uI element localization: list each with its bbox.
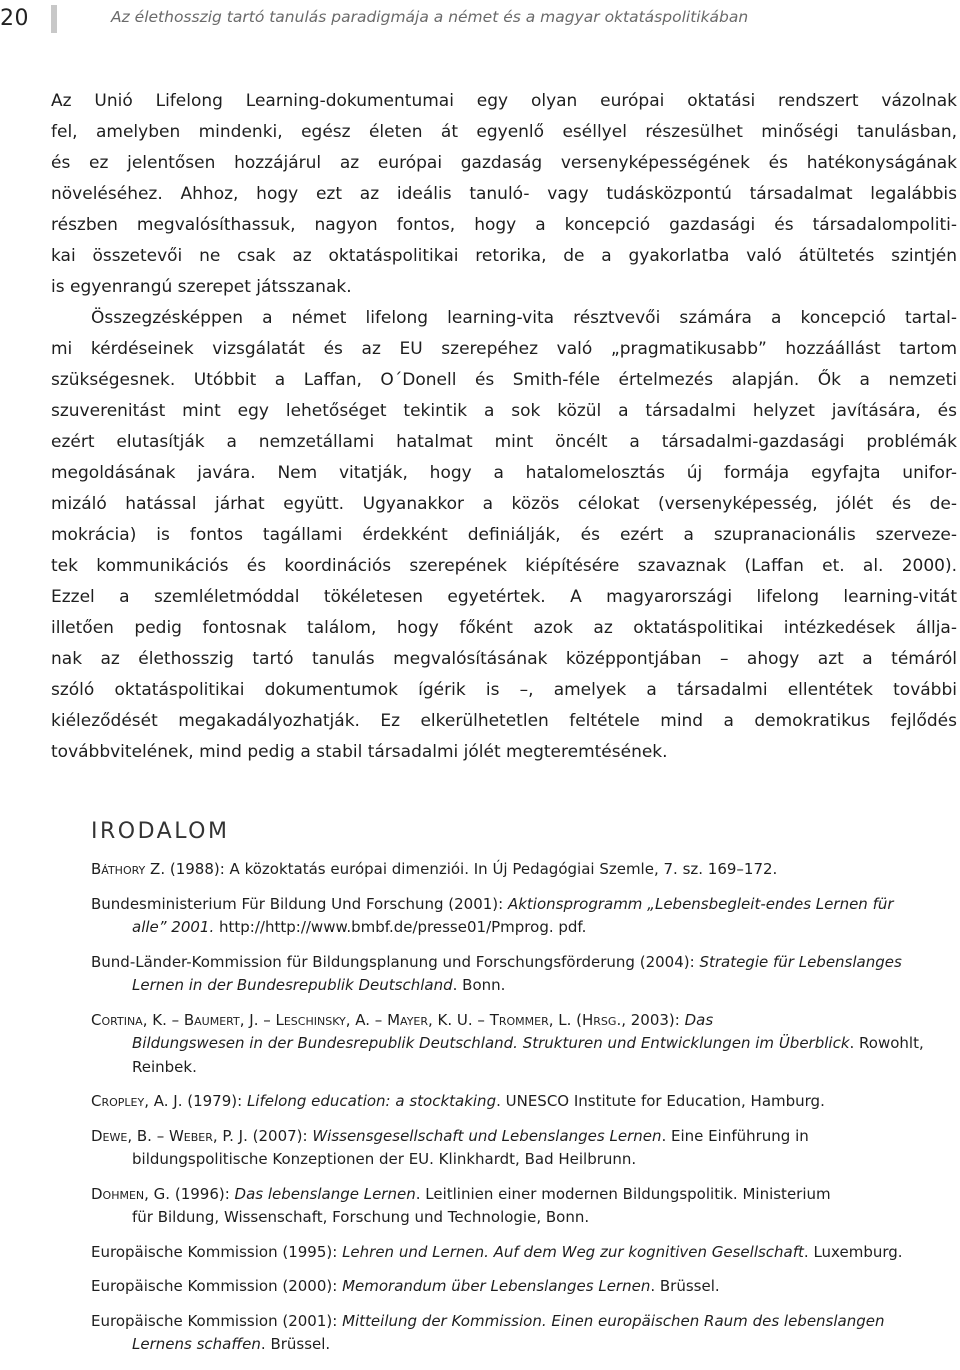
ref-author: Cortina, K. – Baumert, J. – Leschinsky, A. – Mayer, K. U. – Trommer, L. (Hrsg., 2003): bbox=[91, 1010, 685, 1029]
reference-item: Dewe, B. – Weber, P. J. (2007): Wissensgesellschaft und Lebenslanges Lernen. Eine Einführung in bildungspolitische Konzeptionen der EU. Klinkhardt, Bad Heilbrunn. bbox=[91, 1126, 809, 1168]
ref-author: Dewe, B. – Weber, P. J. bbox=[91, 1126, 248, 1145]
body-line: szükségesnek. Utóbbit a Laffan, O´Donell és Smith-féle értelmezés alapján. Ők a nemzeti bbox=[51, 370, 957, 390]
body-line: szóló oktatáspolitikai dokumentumok ígérik is –, amelyek a társadalmi ellentétek további bbox=[51, 680, 957, 700]
body-line: növeléséhez. Ahhoz, hogy ezt az ideális tanuló- vagy tudásközpontú társadalmat legalábbis bbox=[51, 184, 957, 204]
reference-item: Europäische Kommission (2000): Memorandum über Lebenslanges Lernen. Brüssel. bbox=[91, 1277, 720, 1295]
body-line: mi kérdéseinek vizsgálatát és az EU szerepéhez való „pragmatikusabb” hozzáállást tartom bbox=[51, 339, 957, 359]
body-line: és ez jelentősen hozzájárul az európai gazdaság versenyképességének és hatékonyságának bbox=[51, 153, 957, 173]
running-title: Az élethosszig tartó tanulás paradigmája a német és a magyar oktatáspolitikában bbox=[111, 8, 749, 26]
ref-author: Báthory bbox=[91, 860, 146, 878]
body-line: fel, amelyben mindenki, egész életen át egyenlő eséllyel részesülhet minőségi tanulásban, bbox=[51, 122, 957, 142]
reference-item: Cropley, A. J. (1979): Lifelong education: a stocktaking. UNESCO Institute for Education, Hamburg. bbox=[91, 1092, 825, 1110]
references-heading: IRODALOM bbox=[91, 819, 230, 844]
body-text bbox=[51, 86, 957, 768]
body-line: Összegzésképpen a német lifelong learning-vita résztvevői számára a koncepció tartal- bbox=[91, 308, 957, 328]
body-line: tek kommunikációs és koordinációs szerepének kiépítésére szavaznak (Laffan et. al. 2000). bbox=[51, 556, 957, 576]
reference-item: Bundesministerium Für Bildung Und Forschung (2001): Aktionsprogramm „Lebensbegleit-endes Lernen für alle” 2001. http://http://www.bmbf.de/presse01/Pmprog. pdf. bbox=[91, 894, 894, 936]
body-line: továbbvitelének, mind pedig a stabil társadalmi jólét megteremtésének. bbox=[51, 742, 668, 762]
body-line: ezért elutasítják a nemzetállami hatalmat mint öncélt a társadalmi-gazdasági problémák bbox=[51, 432, 957, 452]
reference-item: Báthory Z. (1988): A közoktatás európai dimenziói. In Új Pedagógiai Szemle, 7. sz. 169–172. bbox=[91, 860, 778, 878]
reference-item: Dohmen, G. (1996): Das lebenslange Lernen. Leitlinien einer modernen Bildungspolitik. Ministerium für Bildung, Wissenschaft, Forschung und Technologie, Bonn. bbox=[91, 1184, 831, 1226]
ref-author: Cropley, A. J. bbox=[91, 1092, 183, 1110]
body-line: részben megvalósíthassuk, nagyon fontos, hogy a koncepció gazdasági és társadalompoliti- bbox=[51, 215, 957, 235]
body-line: Ezzel a szemléletmóddal tökéletesen egyetértek. A magyarországi lifelong learning-vitát bbox=[51, 587, 957, 607]
references-list bbox=[91, 858, 957, 1368]
page-number: 20 bbox=[0, 6, 29, 31]
body-line: megoldásának javára. Nem vitatják, hogy a hatalomelosztás új formája egyfajta unifor- bbox=[51, 463, 957, 483]
reference-item: Europäische Kommission (2001): Mitteilung der Kommission. Einen europäischen Raum des lebenslangen Lernens schaffen. Brüssel. bbox=[91, 1311, 885, 1353]
reference-item: Bund-Länder-Kommission für Bildungsplanung und Forschungsförderung (2004): Strategie für Lebenslanges Lernen in der Bundesrepublik Deutschland. Bonn. bbox=[91, 952, 902, 994]
ref-url: http://http://www.bmbf.de/presse01/Pmprog. pdf. bbox=[214, 918, 587, 936]
header-divider bbox=[51, 5, 57, 33]
body-line: is egyenrangú szerepet játsszanak. bbox=[51, 277, 352, 297]
reference-item: Cortina, K. – Baumert, J. – Leschinsky, A. – Mayer, K. U. – Trommer, L. (Hrsg., 2003): Das Bildungswesen in der Bundesrepublik Deutschland. Strukturen und Entwicklungen im Überblick. Rowohlt, Reinbek. bbox=[91, 1010, 924, 1076]
body-line: kai összetevői ne csak az oktatáspolitikai retorika, de a gyakorlatba való átültetés szintjén bbox=[51, 246, 957, 266]
body-line: illetően pedig fontosnak találom, hogy főként azok az oktatáspolitikai intézkedések állja- bbox=[51, 618, 957, 638]
ref-author: Dohmen, G. bbox=[91, 1184, 171, 1203]
body-line: nak az élethosszig tartó tanulás megvalósításának középpontjában – ahogy azt a témáról bbox=[51, 649, 957, 669]
body-line: Az Unió Lifelong Learning-dokumentumai egy olyan európai oktatási rendszert vázolnak bbox=[51, 91, 957, 111]
reference-item: Europäische Kommission (1995): Lehren und Lernen. Auf dem Weg zur kognitiven Gesellschaft. Luxemburg. bbox=[91, 1242, 903, 1261]
body-line: kiéleződését megakadályozhatják. Ez elkerülhetetlen feltétele mind a demokratikus fejlődés bbox=[51, 711, 957, 731]
page-header bbox=[0, 0, 960, 40]
body-line: mokrácia) is fontos tagállami érdekként definiálják, és ezért a szupranacionális szerveze- bbox=[51, 525, 957, 545]
body-line: mizáló hatással járhat együtt. Ugyanakkor a közös célokat (versenyképesség, jólét és de- bbox=[51, 494, 957, 514]
body-line: szuverenitást mint egy lehetőséget tekintik a sok közül a társadalmi helyzet javítására, és bbox=[51, 401, 957, 421]
